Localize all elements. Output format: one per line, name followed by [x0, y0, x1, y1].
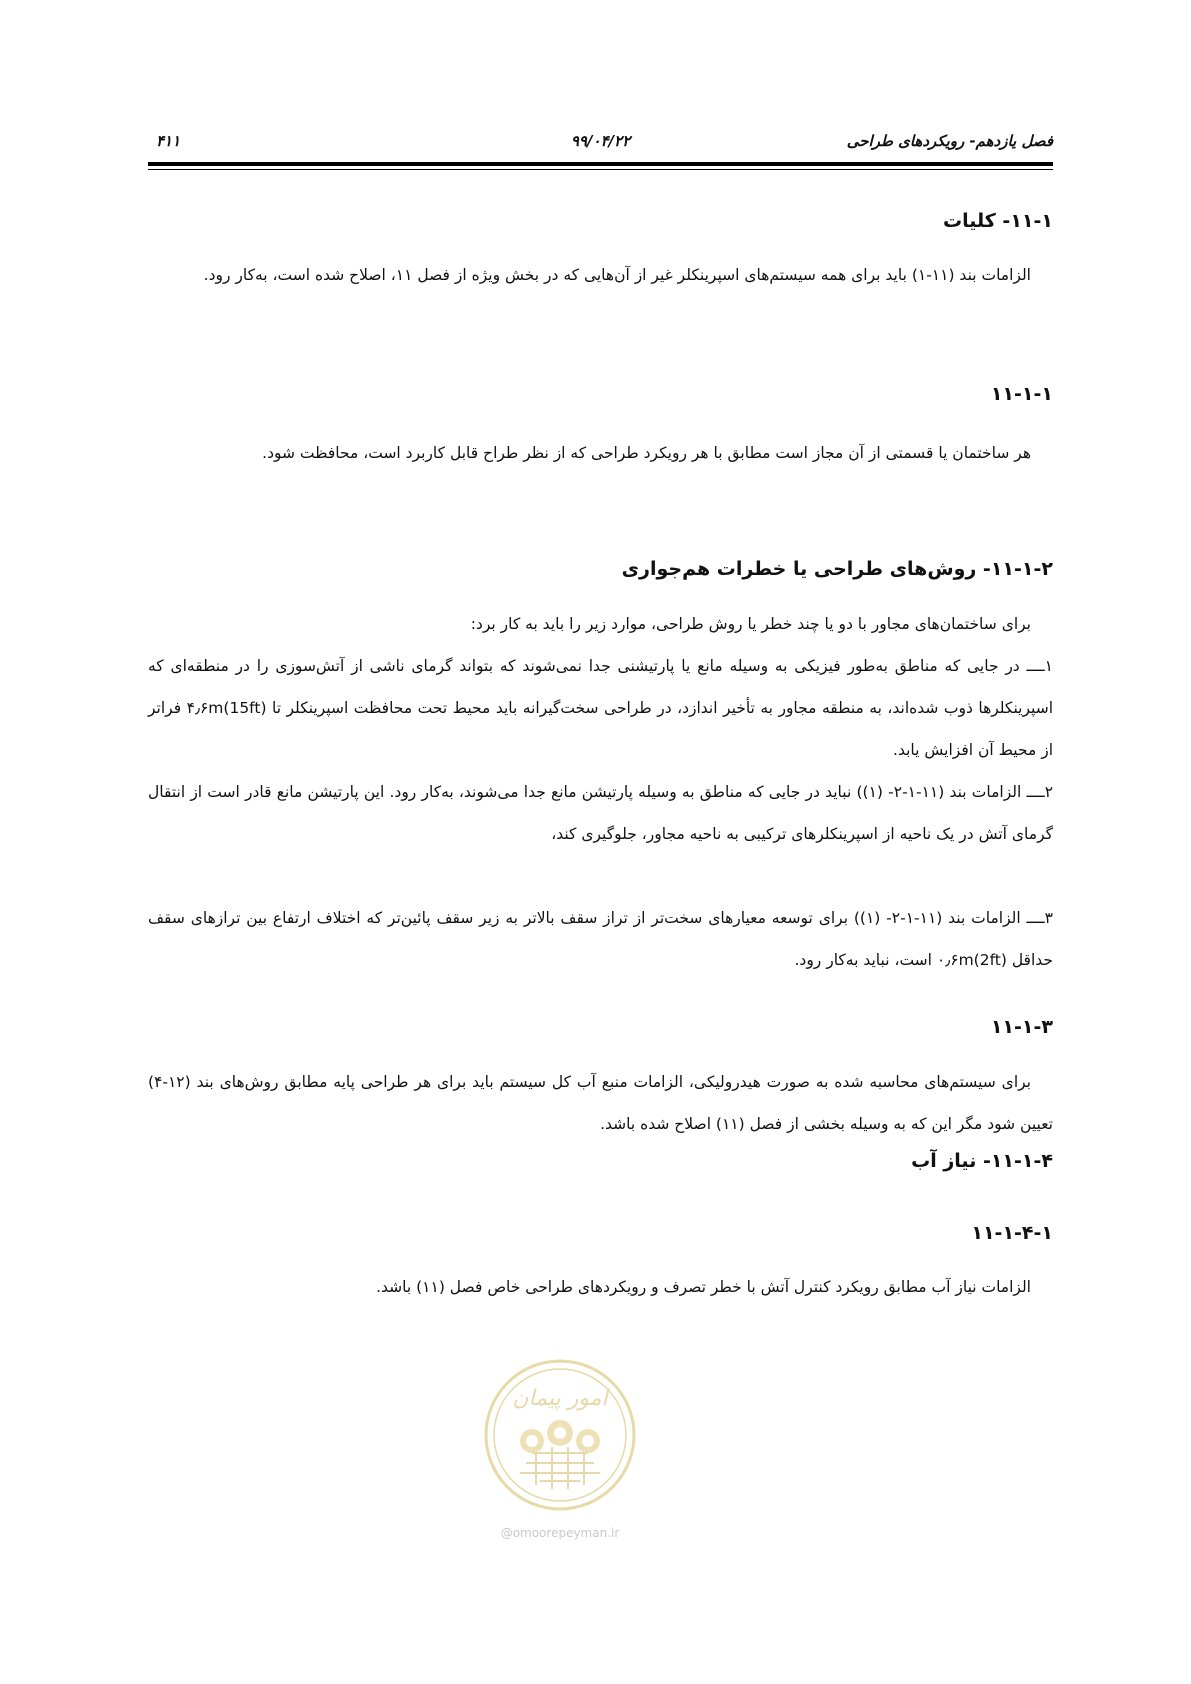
subsection-heading-water-demand: ۱۱-۱-۴- نیاز آب: [911, 1150, 1053, 1172]
paragraph-11-1-4-1: الزامات نیاز آب مطابق رویکرد کنترل آتش با خطر تصرف و رویکردهای طراحی خاص فصل (۱۱) باشد.: [376, 1278, 1031, 1296]
chapter-title: فصل یازدهم- رویکردهای طراحی: [846, 132, 1053, 150]
subsection-heading-11-1-4-1: ۱۱-۱-۴-۱: [971, 1222, 1053, 1244]
subsection-heading-11-1-1: ۱۱-۱-۱: [990, 383, 1053, 405]
header-rule-thick: [148, 162, 1053, 166]
page-number: ۴۱۱: [156, 132, 181, 150]
header-rule-thin: [148, 169, 1053, 170]
watermark-site: @omoorepeyman.ir: [500, 1526, 620, 1540]
svg-text:امور پیمان: امور پیمان: [512, 1386, 608, 1411]
watermark-logo-icon: [480, 1355, 640, 1515]
subsection-heading-11-1-2: ۱۱-۱-۲- روش‌های طراحی یا خطرات هم‌جواری: [621, 558, 1053, 580]
list-item-1: ۱ــــ در جایی که مناطق به‌طور فیزیکی به وسیله مانع یا پارتیشنی جدا نمی‌شوند که بتواند گرمای ناشی از آتش‌سوزی را در منطقه‌ای که اسپرینکلرها ذوب شده‌اند، به منطقه مجاور به تأخیر اندازد، در طراحی سخت‌گیرانه باید محیط تحت محافظت اسپرینکلر تا ۴٫۶m(15ft) فراتر از محیط آن افزایش یابد.: [148, 657, 1053, 759]
section-heading-general: ۱۱-۱- کلیات: [943, 210, 1053, 232]
header-date: ۹۹/۰۴/۲۲: [570, 132, 631, 150]
list-item-2: ۲ــــ الزامات بند (۱۱-۱-۲- (۱)) نباید در جایی که مناطق به وسیله پارتیشن مانع جدا می‌شوند، به‌کار رود. این پارتیشن مانع قادر است از انتقال گرمای آتش در یک ناحیه از اسپرینکلرهای ترکیبی به ناحیه مجاور، جلوگیری کند،: [148, 783, 1054, 843]
list-item-3: ۳ــــ الزامات بند (۱۱-۱-۲- (۱)) برای توسعه معیارهای سخت‌تر از تراز سقف بالاتر به زیر سقف پائین‌تر که اختلاف ارتفاع بین ترازهای سقف حداقل ۰٫۶m(2ft) است، نباید به‌کار رود.: [148, 909, 1053, 969]
paragraph-11-1-3: برای سیستم‌های محاسبه شده به صورت هیدرولیکی، الزامات منبع آب کل سیستم باید برای هر طراحی پایه مطابق روش‌های بند (۱۲-۴) تعیین شود مگر این که به وسیله بخشی از فصل (۱۱) اصلاح شده باشد.: [148, 1073, 1053, 1133]
subsection-heading-11-1-3: ۱۱-۱-۳: [990, 1016, 1053, 1038]
paragraph-11-1-1: هر ساختمان یا قسمتی از آن مجاز است مطابق با هر رویکرد طراحی که از نظر طراح قابل کاربرد است، محافظت شود.: [262, 444, 1031, 462]
paragraph-11-1-2-intro: برای ساختمان‌های مجاور با دو یا چند خطر یا روش طراحی، موارد زیر را باید به کار برد:: [470, 615, 1031, 633]
paragraph-general: الزامات بند (۱۱-۱) باید برای همه سیستم‌های اسپرینکلر غیر از آن‌هایی که در بخش ویژه از فصل ۱۱، اصلاح شده است، به‌کار رود.: [203, 266, 1031, 284]
page-header: [148, 132, 1053, 158]
